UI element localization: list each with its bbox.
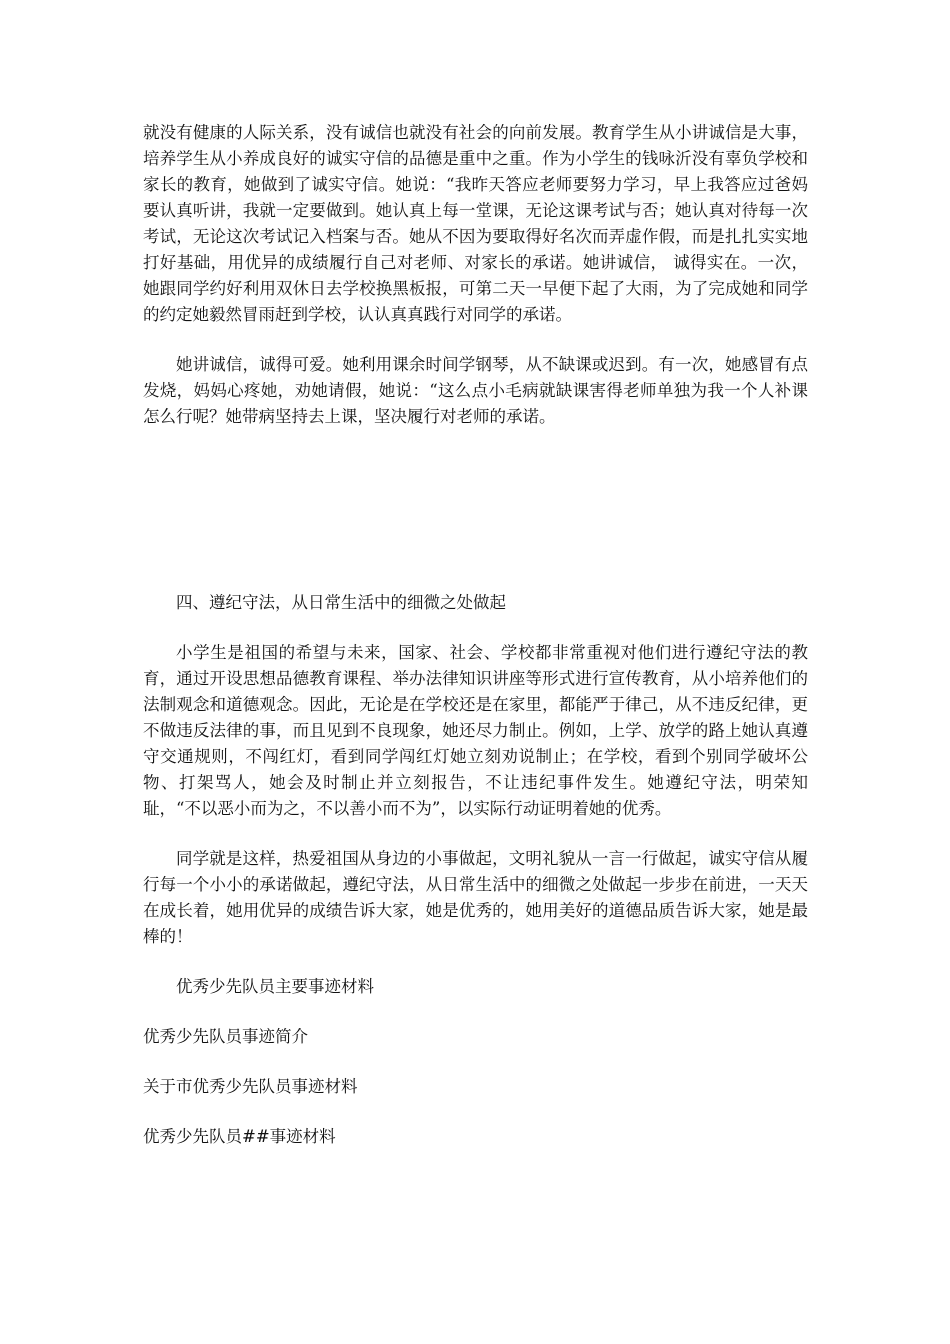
body-paragraph: 就没有健康的人际关系，没有诚信也就没有社会的向前发展。教育学生从小讲诚信是大事，培养学生从小养成良好的诚实守信的品德是重中之重。作为小学生的钱咏沂没有辜负学校和家长的教育，她做到了诚实守信。她说：“我昨天答应老师要努力学习，早上我答应过爸妈要认真听讲，我就一定要做到。她认真上每一堂课，无论这课考试与否；她认真对待每一次考试，无论这次考试记入档案与否。她从不因为要取得好名次而弄虚作假，而是扎扎实实地打好基础，用优异的成绩履行自己对老师、对家长的承诺。她讲诚信， 诚得实在。一次，她跟同学约好利用双休日去学校换黑板报，可第二天一早便下起了大雨，为了完成她和同学的约定她毅然冒雨赶到学校，认认真真践行对同学的承诺。 — [143, 123, 808, 324]
body-paragraph: 同学就是这样，热爱祖国从身边的小事做起，文明礼貌从一言一行做起，诚实守信从履行每一个小小的承诺做起，遵纪守法，从日常生活中的细微之处做起一步步在前进，一天天在成长着，她用优异的成绩告诉大家，她是优秀的，她用美好的道德品质告诉大家，她是最棒的！ — [143, 849, 808, 946]
related-link[interactable]: 优秀少先队员##事迹材料 — [143, 1127, 336, 1146]
related-title: 优秀少先队员主要事迹材料 — [176, 977, 374, 996]
related-link[interactable]: 关于市优秀少先队员事迹材料 — [143, 1077, 358, 1096]
related-link[interactable]: 优秀少先队员事迹简介 — [143, 1027, 308, 1046]
section-heading: 四、遵纪守法，从日常生活中的细微之处做起 — [176, 593, 506, 612]
related-links — [143, 1024, 808, 1150]
document-page — [143, 120, 808, 1150]
body-paragraph: 她讲诚信，诚得可爱。她利用课余时间学钢琴，从不缺课或迟到。有一次，她感冒有点发烧，妈妈心疼她，劝她请假，她说：“这么点小毛病就缺课害得老师单独为我一个人补课怎么行呢？她带病坚持去上课，坚决履行对老师的承诺。 — [143, 355, 808, 426]
body-paragraph: 小学生是祖国的希望与未来，国家、社会、学校都非常重视对他们进行遵纪守法的教育，通过开设思想品德教育课程、举办法律知识讲座等形式进行宣传教育，从小培养他们的法制观念和道德观念。因此，无论是在学校还是在家里，都能严于律己，从不违反纪律，更不做违反法律的事，而且见到不良现象，她还尽力制止。例如，上学、放学的路上她认真遵守交通规则，不闯红灯，看到同学闯红灯她立刻劝说制止；在学校，看到个别同学破坏公物、打架骂人，她会及时制止并立刻报告，不让违纪事件发生。她遵纪守法，明荣知耻，“不以恶小而为之，不以善小而不为”，以实际行动证明着她的优秀。 — [143, 643, 808, 818]
